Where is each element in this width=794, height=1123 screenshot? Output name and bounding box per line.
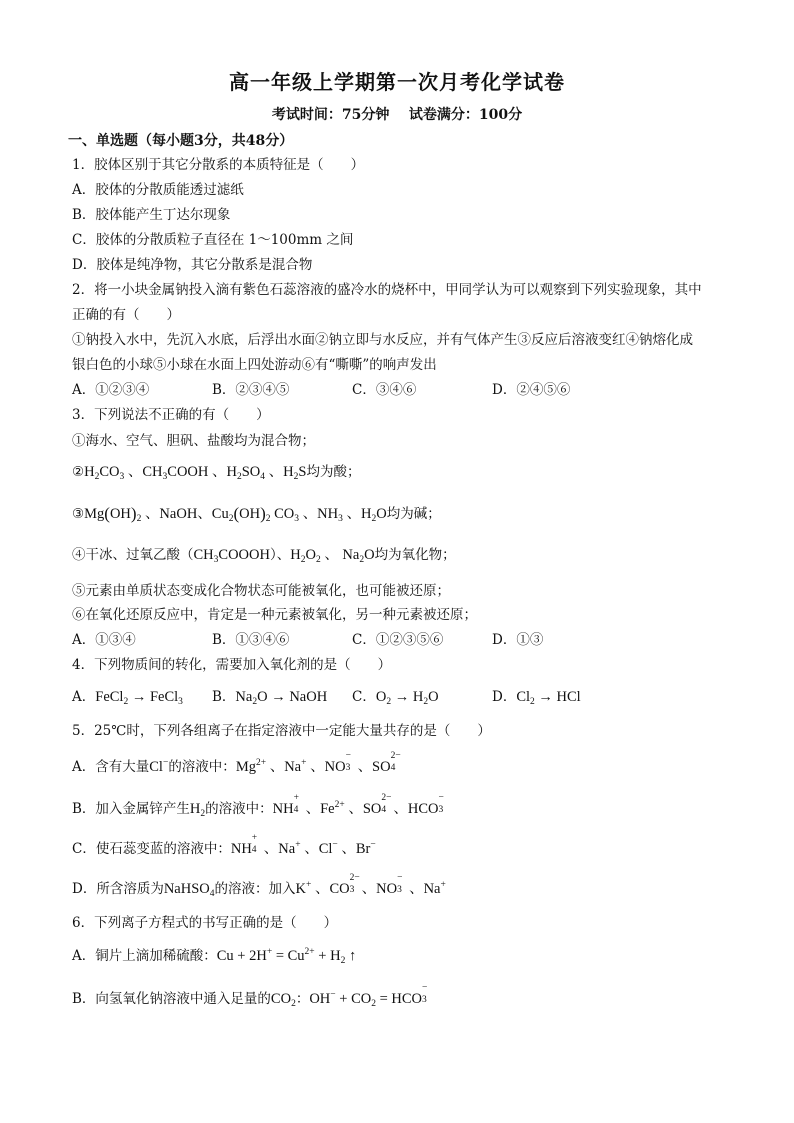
- full-score: 试卷满分：100分: [408, 107, 523, 123]
- q5-option-a: A．含有大量Cl−的溶液中：$Mg^{2+}$ 、Na+ 、NO − 3 、SO 2− 4: [72, 751, 401, 775]
- q3-option-d: D．①③: [492, 632, 544, 648]
- q2-stem-line1: 2．将一小块金属钠投入滴有紫色石蕊溶液的盛冷水的烧杯中，甲同学认为可以观察到下列实验现象，其中: [72, 282, 702, 298]
- q4-option-c: C．$O_2 \to H_2O$: [352, 689, 439, 707]
- q5-stem: 5．25℃时，下列各组离子在指定溶液中一定能大量共存的是（ ）: [72, 723, 491, 739]
- q5-option-c: C．使石蕊变蓝的溶液中：NH + 4 、Na+ 、Cl− 、Br−: [72, 833, 376, 857]
- exam-title: 高一年级上学期第一次月考化学试卷: [229, 70, 565, 94]
- q3-statement-5: ⑤元素由单质状态变成化合物状态可能被氧化，也可能被还原；: [72, 583, 450, 599]
- q4-option-a: A．FeCl$_2$ → FeCl$_3$: [72, 689, 183, 707]
- q2-option-b: B．②③④⑤: [212, 382, 290, 398]
- q4-option-b: B．$Na_2O$ → NaOH: [212, 689, 328, 707]
- exam-time: 考试时间：75分钟: [271, 107, 390, 123]
- q2-option-d: D．②④⑤⑥: [492, 382, 571, 398]
- q3-option-a: A．①③④: [72, 632, 136, 648]
- q3-option-b: B．①③④⑥: [212, 632, 290, 648]
- q2-option-c: C．③④⑥: [352, 382, 417, 398]
- q3-statement-1: ①海水、空气、胆矾、盐酸均为混合物；: [72, 433, 315, 449]
- q3-statement-4: ④干冰、过氧乙酸$(CH_3COOOH)$、$H_2O_2$ 、 $Na_2O$均为氧化物；: [72, 547, 456, 565]
- q3-stem: 3．下列说法不正确的有（ ）: [72, 407, 270, 423]
- q3-option-c: C．①②③⑤⑥: [352, 632, 444, 648]
- q2-statements-line2: 银白色的小球⑤小球在水面上四处游动⑥有“嘶嘶”的响声发出: [72, 357, 437, 373]
- q4-stem: 4．下列物质间的转化，需要加入氧化剂的是（ ）: [72, 657, 392, 673]
- q2-stem-line2: 正确的有（ ）: [72, 307, 180, 323]
- q1-option-d: D．胶体是纯净物，其它分散系是混合物: [72, 257, 313, 273]
- q5-option-d: D．所含溶质为NaHSO$_4$的溶液：加入K+ 、CO 2− 3 、NO − 3 、Na+: [72, 873, 446, 899]
- q6-stem: 6．下列离子方程式的书写正确的是（ ）: [72, 915, 338, 931]
- q6-option-b: B．向氢氧化钠溶液中通入足量的$CO_2$：$OH^- + CO_2$ = HCO − 3: [72, 983, 428, 1009]
- q1-option-c: C．胶体的分散质粒子直径在 1～100mm 之间: [72, 232, 354, 248]
- q5-option-b: B．加入金属锌产生$H_2$的溶液中：NH + 4 、$Fe^{2+}$ 、SO 2− 4 、HCO − 3: [72, 793, 444, 819]
- q3-statement-6: ⑥在氧化还原反应中，肯定是一种元素被氧化，另一种元素被还原；: [72, 607, 477, 623]
- exam-subtitle: [0, 104, 794, 124]
- q4-option-d: D．$Cl_2$ → HCl: [492, 689, 581, 707]
- q1-stem: 1．胶体区别于其它分散系的本质特征是（ ）: [72, 157, 365, 173]
- section-title: 一、单选题（每小题3分，共48分）: [68, 133, 294, 149]
- q3-statement-3: $③Mg(OH)_2$ 、NaOH、$Cu_2(OH)_2$ $CO_3$ 、$NH_3$ 、$H_2O$均为碱；: [72, 504, 441, 524]
- q1-option-b: B．胶体能产生丁达尔现象: [72, 207, 231, 223]
- q2-option-a: A．①②③④: [72, 382, 150, 398]
- q6-option-a: A．铜片上滴加稀硫酸：$Cu + 2H^+ = Cu^{2+} + H_2$ ↑: [72, 947, 357, 966]
- q1-option-a: A．胶体的分散质能透过滤纸: [72, 182, 244, 198]
- q2-statements-line1: ①钠投入水中，先沉入水底，后浮出水面②钠立即与水反应，并有气体产生③反应后溶液变红④钠熔化成: [72, 332, 693, 348]
- q3-statement-2: $②H_2CO_3$ 、$CH_3COOH$ 、$H_2SO_4$ 、$H_2S$均为酸；: [72, 464, 361, 482]
